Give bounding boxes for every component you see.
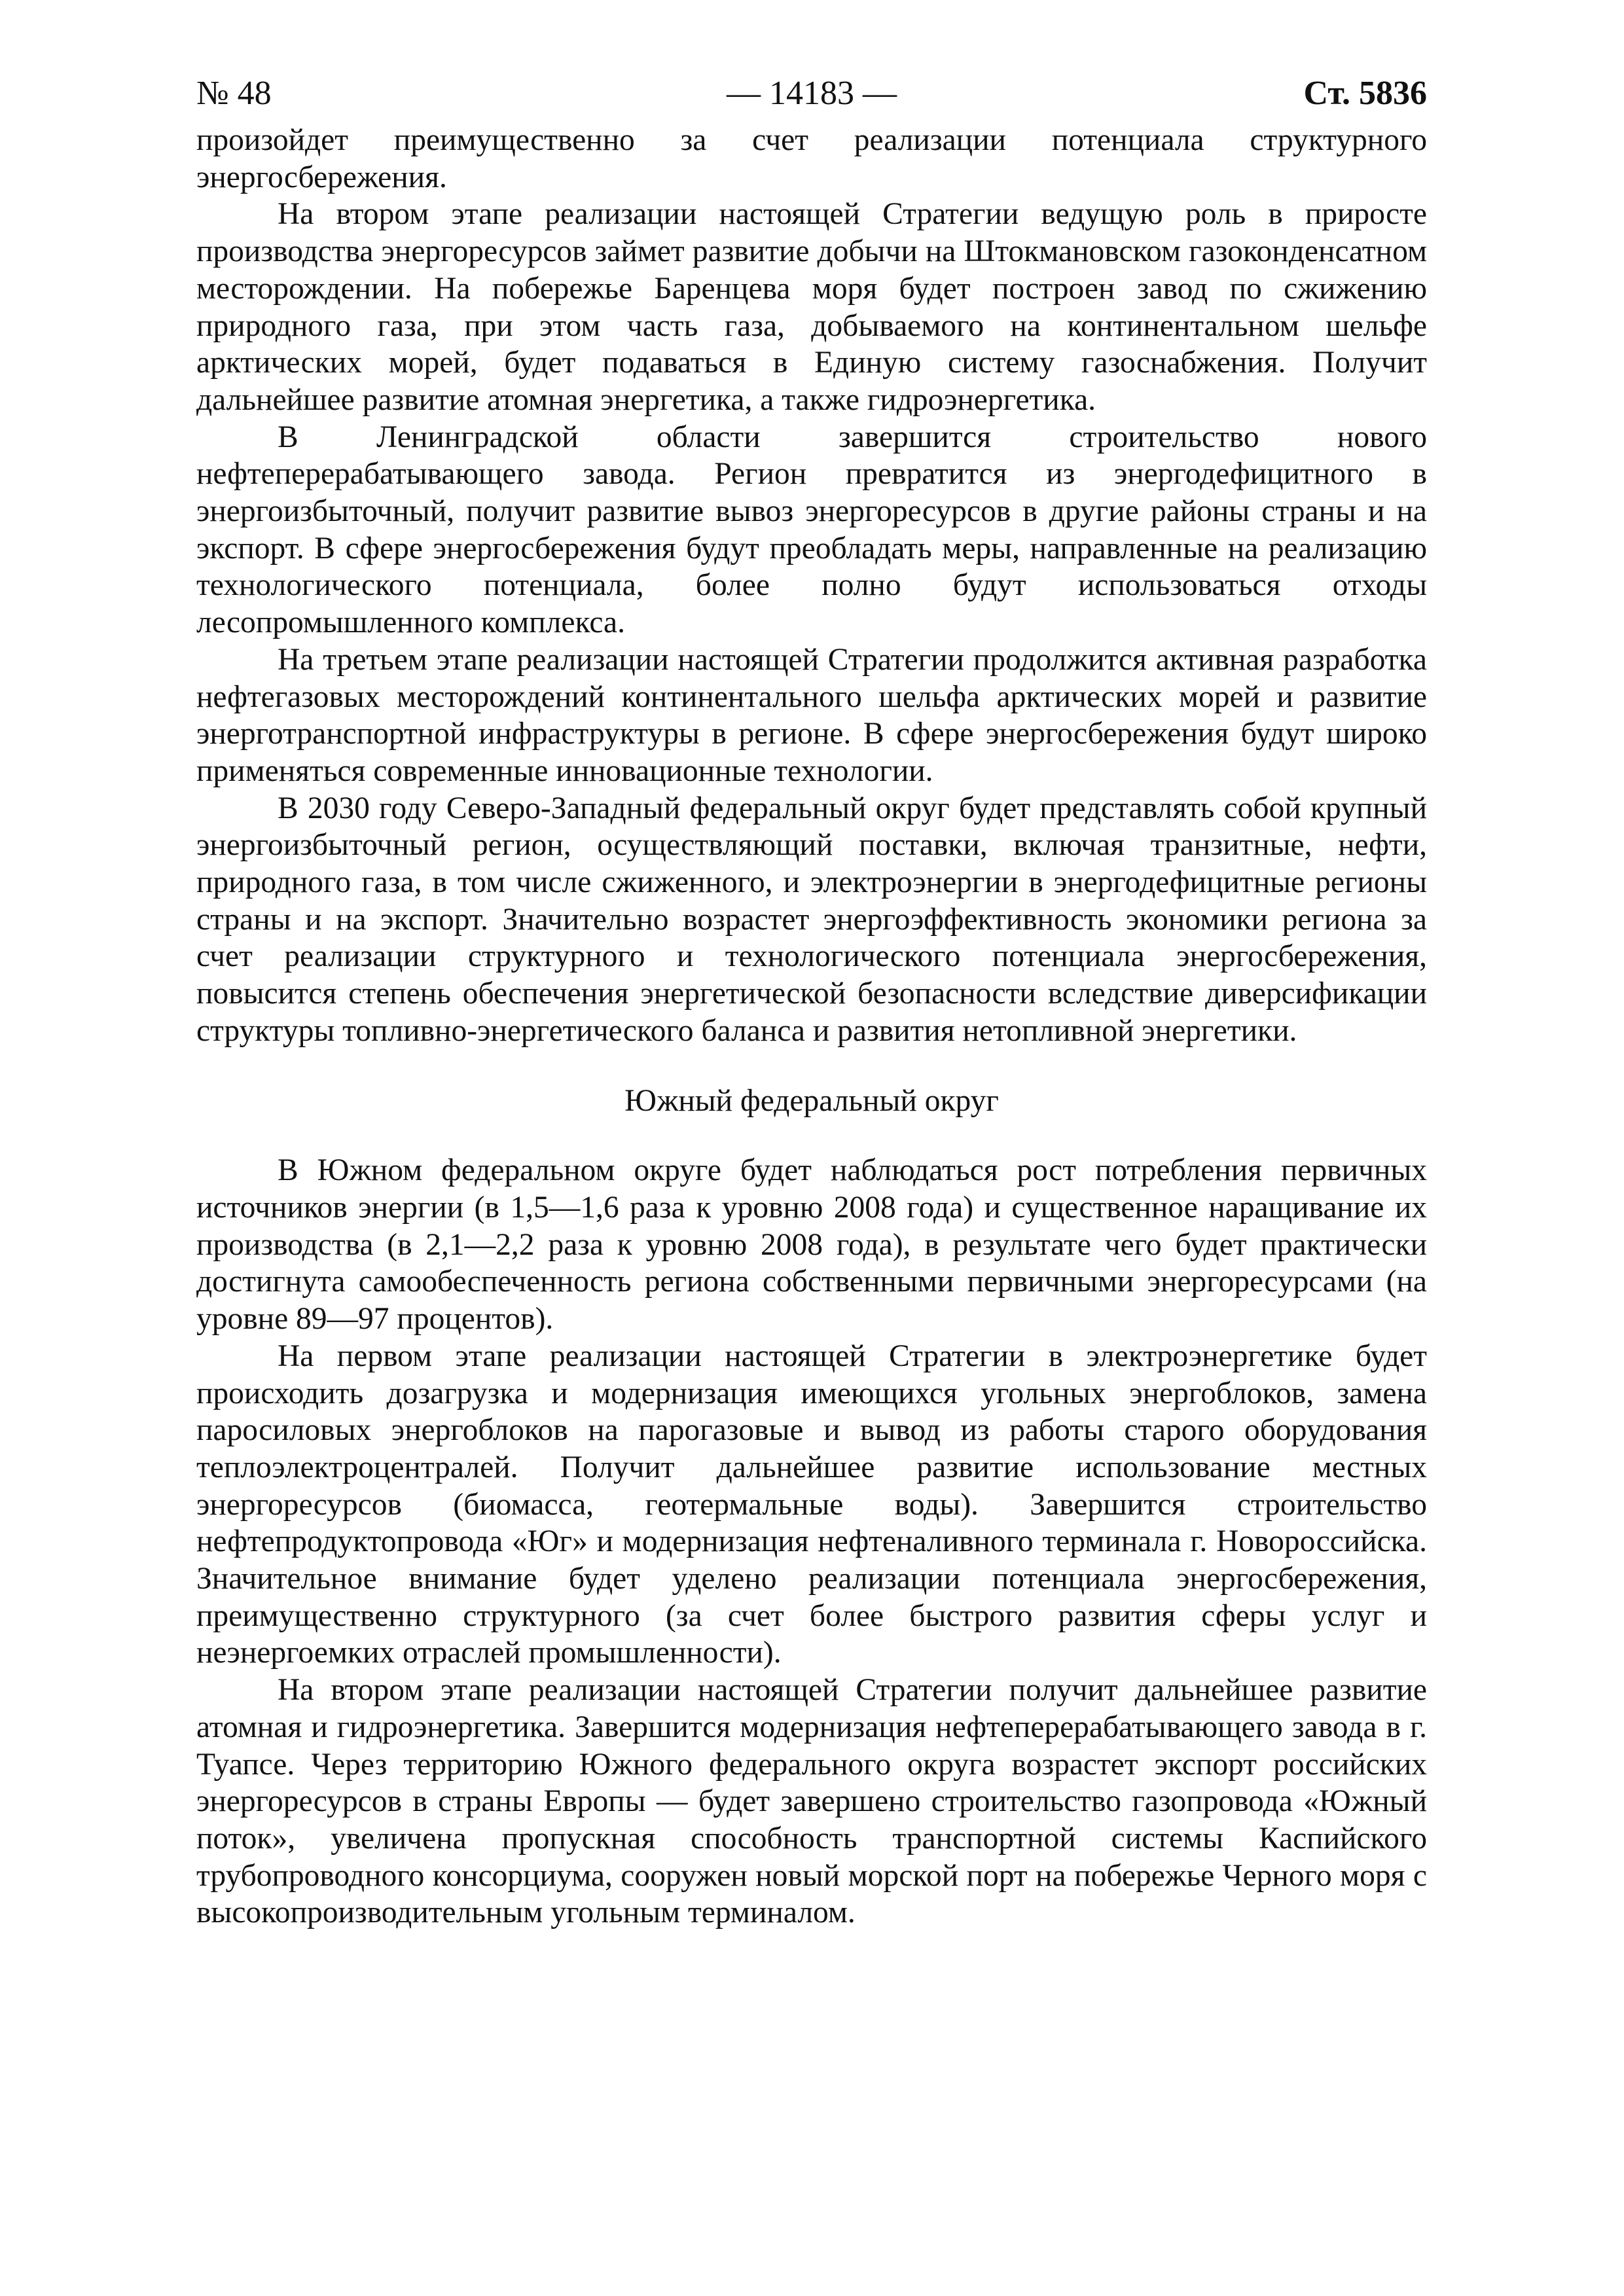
issue-number: № 48 [196, 75, 272, 112]
paragraph: На третьем этапе реализации настоящей Стратегии продолжится активная разработка нефтегазовых месторождений континентального шельфа арктических морей и развитие энерготранспортной инфраструктуры в регионе. В сфере энергосбережения будут широко применяться современные инновационные технологии. [196, 642, 1427, 788]
document-body [196, 122, 1427, 1931]
page-number: — 14183 — [727, 75, 897, 112]
paragraph: На первом этапе реализации настоящей Стратегии в электроэнергетике будет происходить дозагрузка и модернизация имеющихся угольных энергоблоков, замена паросиловых энергоблоков на парогазовые и вывод из работы старого оборудования теплоэлектроцентралей. Получит дальнейшее развитие использование местных энергоресурсов (биомасса, геотермальные воды). Завершится строительство нефтепродуктопровода «Юг» и модернизация нефтеналивного терминала г. Новороссийска. Значительное внимание будет уделено реализации потенциала энергосбережения, преимущественно структурного (за счет более быстрого развития сферы услуг и неэнергоемких отраслей промышленности). [196, 1338, 1427, 1670]
section-heading: Южный федеральный округ [624, 1083, 999, 1118]
paragraph: На втором этапе реализации настоящей Стратегии ведущую роль в приросте производства энергоресурсов займет развитие добычи на Штокмановском газоконденсатном месторождении. На побережье Баренцева моря будет построен завод по сжижению природного газа, при этом часть газа, добываемого на континентальном шельфе арктических морей, будет подаваться в Единую систему газоснабжения. Получит дальнейшее развитие атомная энергетика, а также гидроэнергетика. [196, 197, 1427, 417]
paragraph: В 2030 году Северо-Западный федеральный округ будет представлять собой крупный энергоизбыточный регион, осуществляющий поставки, включая транзитные, нефти, природного газа, в том числе сжиженного, и электроэнергии в энергодефицитные регионы страны и на экспорт. Значительно возрастет энергоэффективность экономики региона за счет реализации структурного и технологического потенциала энергосбережения, повысится степень обеспечения энергетической безопасности вследствие диверсификации структуры топливно-энергетического баланса и развития нетопливной энергетики. [196, 791, 1427, 1048]
article-number: Ст. 5836 [1303, 75, 1427, 112]
paragraph: На втором этапе реализации настоящей Стратегии получит дальнейшее развитие атомная и гидроэнергетика. Завершится модернизация нефтеперерабатывающего завода в г. Туапсе. Через территорию Южного федерального округа возрастет экспорт российских энергоресурсов в страны Европы — будет завершено строительство газопровода «Южный поток», увеличена пропускная способность транспортной системы Каспийского трубопроводного консорциума, сооружен новый морской порт на побережье Черного моря с высокопроизводительным угольным терминалом. [196, 1673, 1427, 1930]
paragraph: В Южном федеральном округе будет наблюдаться рост потребления первичных источников энергии (в 1,5—1,6 раза к уровню 2008 года) и существенное наращивание их производства (в 2,1—2,2 раза к уровню 2008 года), в результате чего будет практически достигнута самообеспеченность региона собственными первичными энергоресурсами (на уровне 89—97 процентов). [196, 1153, 1427, 1336]
page-header [196, 65, 1427, 122]
paragraph: В Ленинградской области завершится строительство нового нефтеперерабатывающего завода. Регион превратится из энергодефицитного в энергоизбыточный, получит развитие вывоз энергоресурсов в другие районы страны и на экспорт. В сфере энергосбережения будут преобладать меры, направленные на реализацию технологического потенциала, более полно будут использоваться отходы лесопромышленного комплекса. [196, 420, 1427, 640]
document-page [196, 65, 1427, 1931]
paragraph-continuation: произойдет преимущественно за счет реализации потенциала структурного энергосбережения. [196, 123, 1427, 194]
